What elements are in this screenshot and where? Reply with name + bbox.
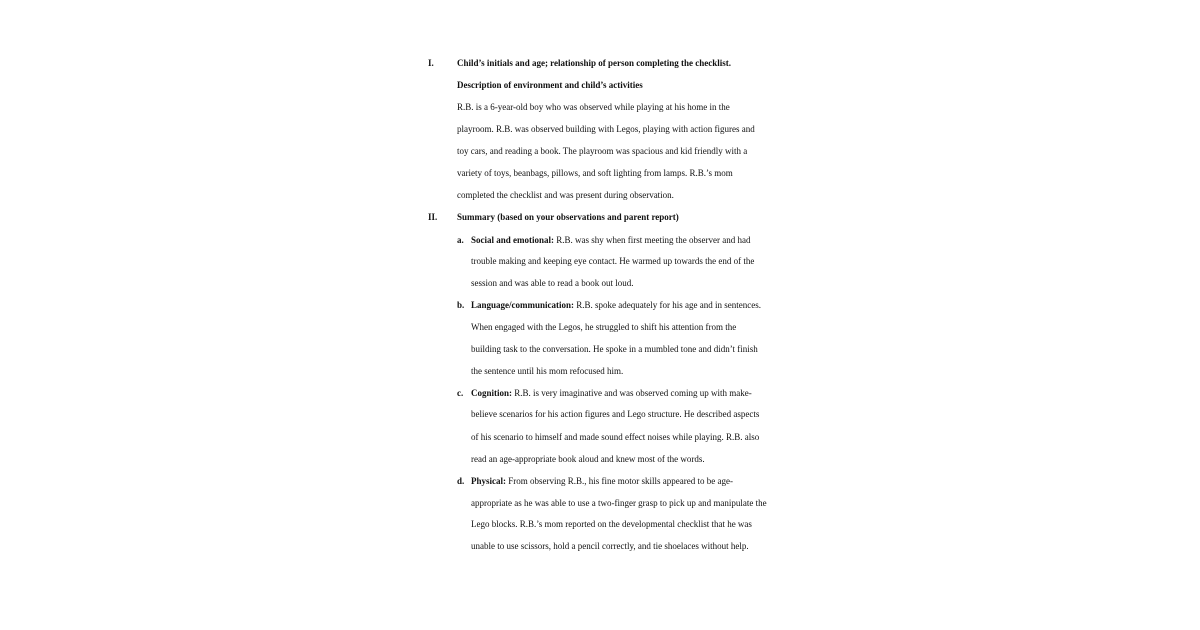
list-item-first-line xyxy=(471,234,750,246)
list-item-line: appropriate as he was able to use a two-finger grasp to pick up and manipulate the xyxy=(471,498,767,508)
list-item-first-line xyxy=(471,475,733,487)
list-item-line: When engaged with the Legos, he struggled to shift his attention from the xyxy=(471,322,737,332)
list-item-text: From observing R.B., his fine motor skills appeared to be age- xyxy=(506,476,733,486)
paragraph-line: playroom. R.B. was observed building with Legos, playing with action figures and xyxy=(457,124,755,134)
list-item-line: session and was able to read a book out loud. xyxy=(471,278,634,288)
list-item-line: of his scenario to himself and made sound effect noises while playing. R.B. also xyxy=(471,432,760,442)
list-item-label: Physical: xyxy=(471,476,506,486)
list-item-line: read an age-appropriate book aloud and knew most of the words. xyxy=(471,454,705,464)
list-item-first-line xyxy=(471,299,761,311)
list-item-label: Language/communication: xyxy=(471,300,575,310)
list-item-line: building task to the conversation. He spoke in a mumbled tone and didn’t finish xyxy=(471,344,758,354)
list-letter: b. xyxy=(457,300,465,310)
section-heading-2: Summary (based on your observations and parent report) xyxy=(457,212,679,222)
list-item-label: Social and emotional: xyxy=(471,235,555,245)
list-item-line: Lego blocks. R.B.’s mom reported on the developmental checklist that he was xyxy=(471,519,752,529)
list-item-line: the sentence until his mom refocused him. xyxy=(471,366,624,376)
section-subheading-1: Description of environment and child’s activities xyxy=(457,80,643,90)
paragraph-line: R.B. is a 6-year-old boy who was observed while playing at his home in the xyxy=(457,102,730,112)
section-heading-1: Child’s initials and age; relationship of person completing the checklist. xyxy=(457,58,732,68)
paragraph-line: completed the checklist and was present during observation. xyxy=(457,190,674,200)
list-letter: a. xyxy=(457,235,464,245)
section-numeral-2: II. xyxy=(428,212,438,222)
list-item-line: unable to use scissors, hold a pencil correctly, and tie shoelaces without help. xyxy=(471,541,749,551)
paragraph-line: variety of toys, beanbags, pillows, and soft lighting from lamps. R.B.’s mom xyxy=(457,168,733,178)
list-item-text: R.B. spoke adequately for his age and in sentences. xyxy=(574,300,761,310)
list-item-text: R.B. was shy when first meeting the observer and had xyxy=(554,235,751,245)
paragraph-line: toy cars, and reading a book. The playroom was spacious and kid friendly with a xyxy=(457,146,748,156)
list-item-line: trouble making and keeping eye contact. He warmed up towards the end of the xyxy=(471,256,755,266)
list-item-text: R.B. is very imaginative and was observed coming up with make- xyxy=(512,388,752,398)
list-item-line: believe scenarios for his action figures and Lego structure. He described aspects xyxy=(471,409,760,419)
list-item-label: Cognition: xyxy=(471,388,513,398)
list-item-first-line xyxy=(471,387,752,399)
section-numeral-1: I. xyxy=(428,58,434,68)
list-letter: d. xyxy=(457,476,465,486)
list-letter: c. xyxy=(457,388,464,398)
